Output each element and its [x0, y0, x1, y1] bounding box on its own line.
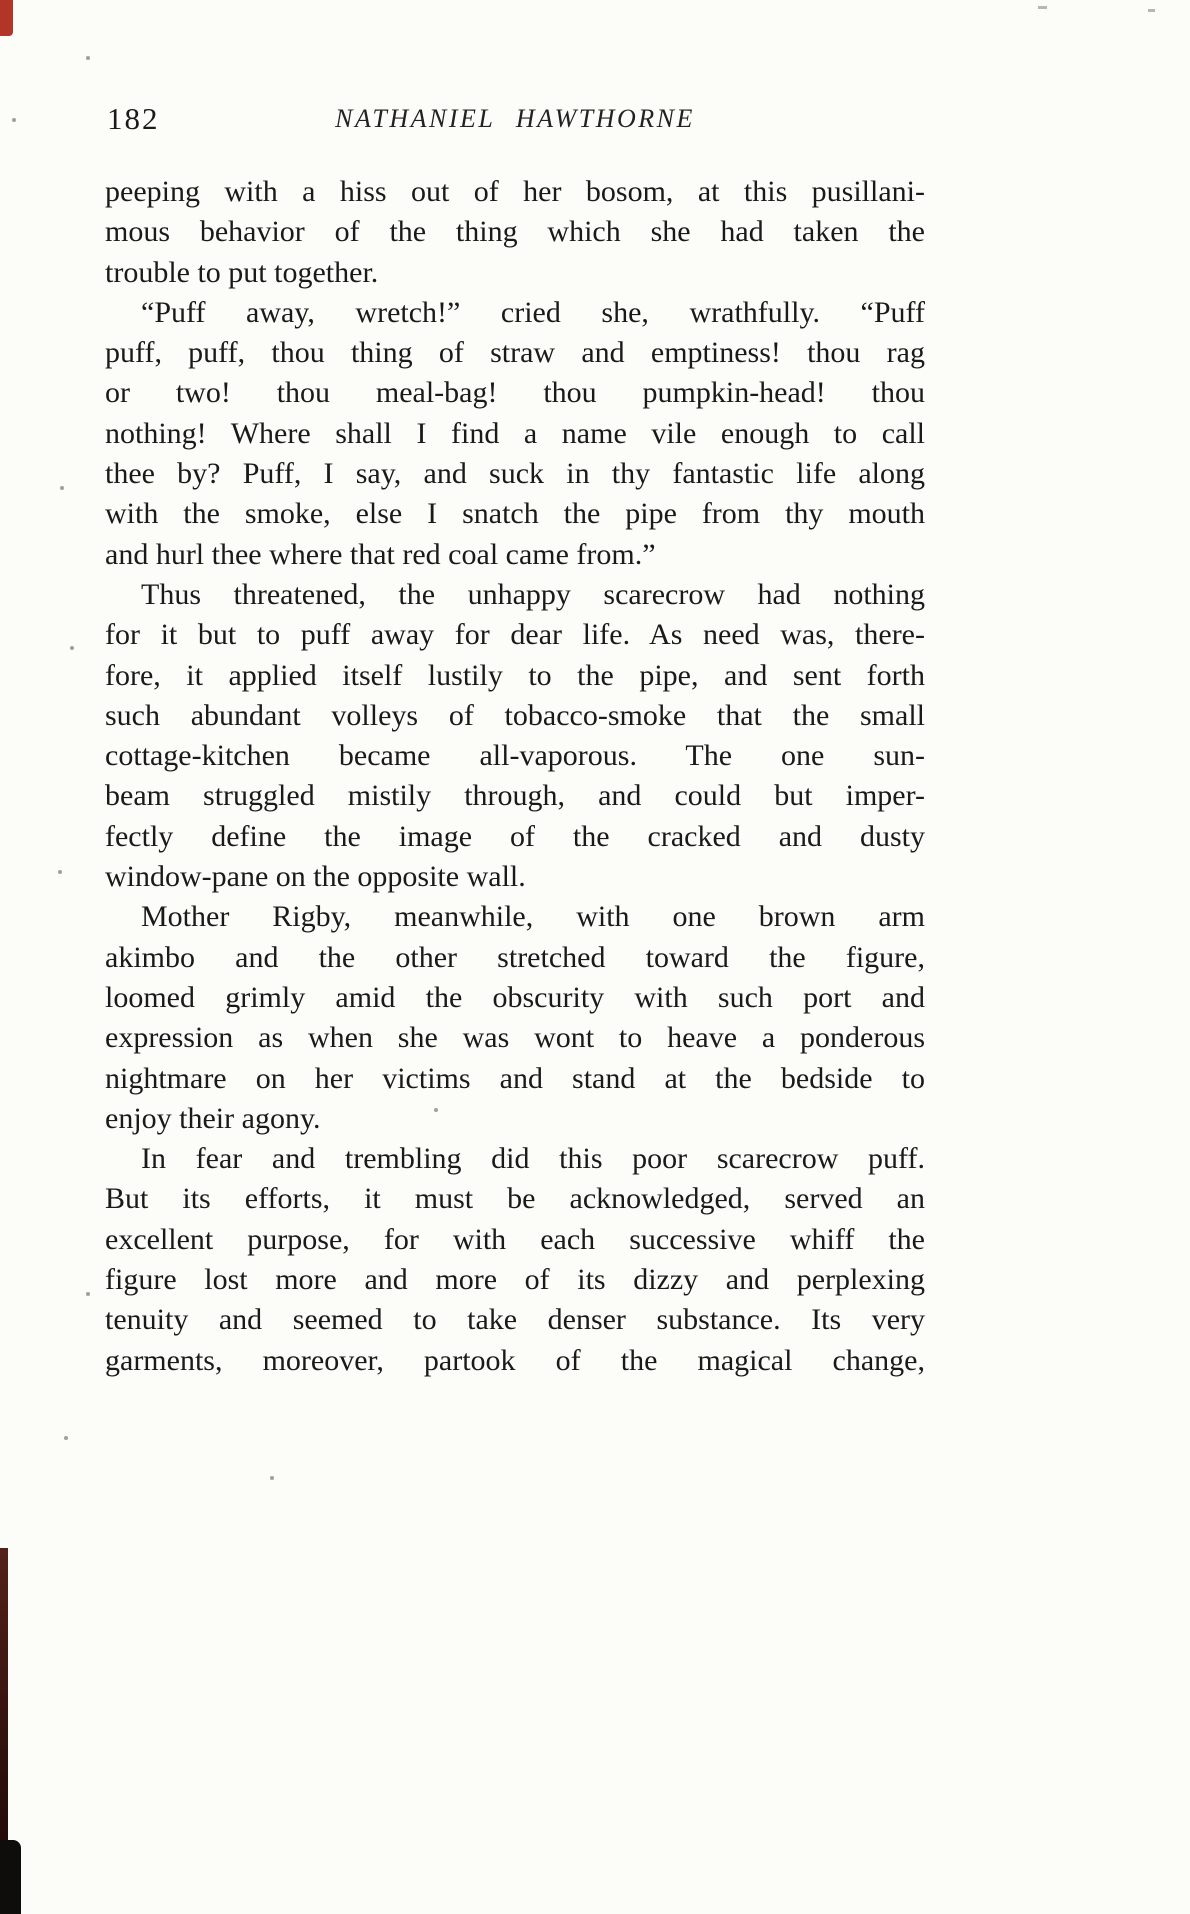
scan-speck: [1148, 9, 1155, 12]
text-line: figure lost more and more of its dizzy and perplexing: [105, 1263, 925, 1297]
paragraph: [105, 1139, 925, 1381]
scan-mark-top-left-red: [0, 0, 13, 36]
page-header: [105, 101, 925, 143]
text-line: for it but to puff away for dear life. As need was, there-: [105, 618, 925, 652]
running-header: NATHANIEL HAWTHORNE: [335, 104, 695, 133]
scan-speck: [12, 118, 16, 122]
text-line: with the smoke, else I snatch the pipe from thy mouth: [105, 497, 925, 531]
text-line: akimbo and the other stretched toward the figure,: [105, 940, 925, 974]
paragraph: [105, 293, 925, 575]
paragraph: [105, 172, 925, 293]
text-line: enjoy their agony.: [105, 1101, 321, 1135]
text-line: garments, moreover, partook of the magical change,: [105, 1343, 925, 1377]
scan-speck: [58, 870, 62, 874]
scan-speck: [86, 1292, 90, 1296]
text-line: peeping with a hiss out of her bosom, at this pusillani-: [105, 175, 925, 208]
paragraph: [105, 575, 925, 897]
text-line: trouble to put together.: [105, 255, 379, 289]
text-line: cottage-kitchen became all-vaporous. The one sun-: [105, 739, 925, 773]
text-line: puff, puff, thou thing of straw and emptiness! thou rag: [105, 336, 925, 370]
text-line: “Puff away, wretch!” cried she, wrathfully. “Puff: [141, 295, 925, 329]
scan-speck: [70, 646, 74, 650]
scan-mark-bottom-left-corner: [0, 1840, 21, 1914]
text-line: In fear and trembling did this poor scarecrow puff.: [141, 1142, 925, 1176]
scan-speck: [64, 1436, 68, 1440]
scan-speck: [1038, 6, 1047, 9]
text-line: loomed grimly amid the obscurity with such port and: [105, 980, 925, 1014]
page-number: 182: [107, 101, 160, 136]
text-line: But its efforts, it must be acknowledged, served an: [105, 1182, 925, 1216]
scan-speck: [60, 486, 64, 490]
text-line: Thus threatened, the unhappy scarecrow had nothing: [141, 577, 925, 611]
text-line: expression as when she was wont to heave a ponderous: [105, 1021, 925, 1055]
paragraph: [105, 897, 925, 1139]
text-line: excellent purpose, for with each successive whiff the: [105, 1222, 925, 1256]
scan-speck: [270, 1476, 274, 1480]
text-line: or two! thou meal-bag! thou pumpkin-head! thou: [105, 376, 925, 410]
text-line: nothing! Where shall I find a name vile enough to call: [105, 416, 925, 450]
text-line: such abundant volleys of tobacco-smoke that the small: [105, 698, 925, 732]
text-line: and hurl thee where that red coal came from.”: [105, 537, 656, 571]
text-line: fectly define the image of the cracked and dusty: [105, 819, 925, 853]
text-line: window-pane on the opposite wall.: [105, 860, 526, 894]
text-line: mous behavior of the thing which she had taken the: [105, 215, 925, 249]
text-line: nightmare on her victims and stand at the bedside to: [105, 1061, 925, 1095]
text-line: thee by? Puff, I say, and suck in thy fantastic life along: [105, 457, 925, 491]
text-line: tenuity and seemed to take denser substance. Its very: [105, 1303, 925, 1337]
scan-speck: [86, 56, 90, 60]
text-line: Mother Rigby, meanwhile, with one brown arm: [141, 900, 925, 934]
text-line: fore, it applied itself lustily to the pipe, and sent forth: [105, 658, 925, 692]
text-line: beam struggled mistily through, and could but imper-: [105, 779, 925, 813]
page-body: [105, 172, 925, 1381]
